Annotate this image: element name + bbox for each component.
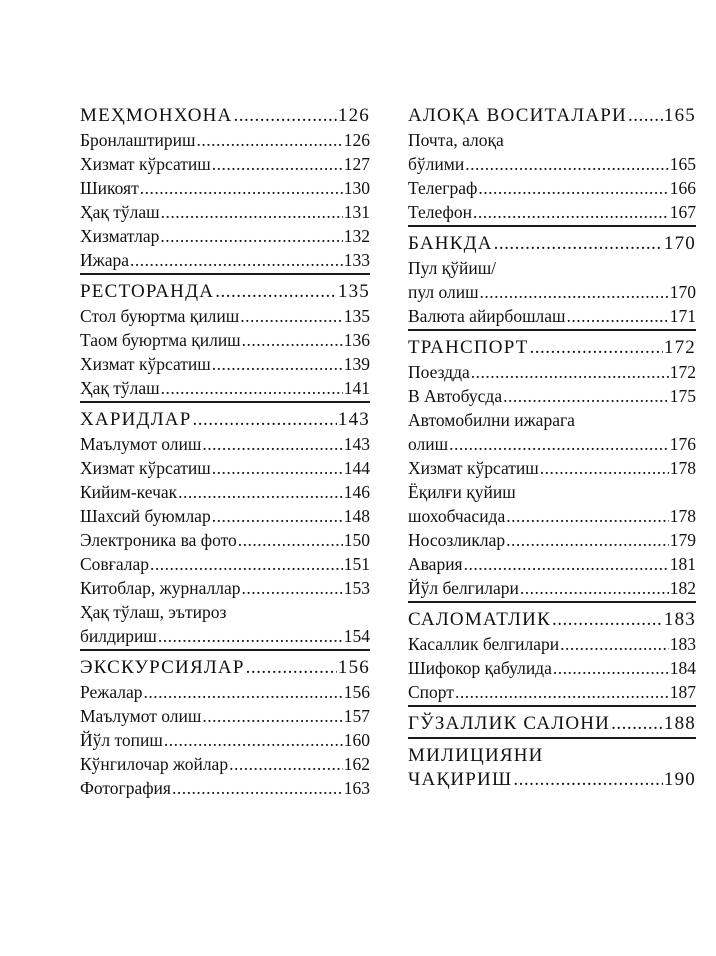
toc-page-number: 172 xyxy=(663,337,696,358)
toc-entry-row xyxy=(408,336,696,360)
toc-entry-title-line: Ёқилғи қуйиш xyxy=(408,482,516,502)
dot-leader xyxy=(480,280,669,304)
toc-entry[interactable] xyxy=(80,248,370,272)
toc-entry-title-line: Почта, алоқа xyxy=(408,130,504,150)
toc-entry-title: АЛОҚА ВОСИТАЛАРИ xyxy=(408,105,627,126)
toc-page-number: 183 xyxy=(669,634,696,654)
toc-entry-row xyxy=(80,280,370,304)
toc-entry-row xyxy=(80,656,370,680)
toc-entry-title: Ҳақ тўлаш xyxy=(80,378,160,398)
toc-page-number: 162 xyxy=(343,754,370,774)
dot-leader xyxy=(212,456,343,480)
toc-page-number: 154 xyxy=(343,626,370,646)
toc-page-number: 157 xyxy=(343,706,370,726)
toc-section-heading[interactable] xyxy=(80,104,370,128)
toc-page-number: 135 xyxy=(343,306,370,326)
toc-page-number: 126 xyxy=(343,130,370,150)
section-divider xyxy=(408,737,696,739)
toc-entry-title: МЕҲМОНХОНА xyxy=(80,105,233,126)
toc-entry-title: ТРАНСПОРТ xyxy=(408,337,529,358)
toc-page-number: 153 xyxy=(343,578,370,598)
dot-leader xyxy=(240,304,342,328)
section-divider xyxy=(80,649,370,651)
toc-entry[interactable] xyxy=(408,256,696,304)
toc-entry[interactable] xyxy=(408,200,696,224)
toc-entry[interactable] xyxy=(408,128,696,176)
section-divider xyxy=(408,329,696,331)
toc-right-column xyxy=(408,103,696,792)
toc-page-number: 165 xyxy=(663,105,696,126)
dot-leader xyxy=(215,280,337,304)
toc-entry-title: Хизмат кўрсатиш xyxy=(80,458,211,478)
toc-entry-row xyxy=(80,200,370,224)
toc-entry[interactable] xyxy=(80,504,370,528)
toc-entry[interactable] xyxy=(80,376,370,400)
toc-entry-row xyxy=(408,280,696,304)
toc-entry-row xyxy=(408,528,696,552)
toc-entry-title: Бронлаштириш xyxy=(80,130,196,150)
toc-entry-row xyxy=(408,176,696,200)
dot-leader xyxy=(233,104,336,128)
toc-page-number: 163 xyxy=(343,778,370,798)
toc-entry-row xyxy=(80,104,370,128)
toc-page-number: 143 xyxy=(343,434,370,454)
toc-page-number: 172 xyxy=(669,362,696,382)
toc-section xyxy=(80,648,370,800)
toc-entry-row xyxy=(80,704,370,728)
toc-entry[interactable] xyxy=(408,480,696,528)
toc-page-number: 126 xyxy=(337,105,370,126)
toc-entry[interactable] xyxy=(80,704,370,728)
dot-leader xyxy=(161,200,343,224)
section-divider xyxy=(408,705,696,707)
dot-leader xyxy=(192,408,336,432)
toc-entry-title: Телефон xyxy=(408,202,472,222)
toc-page-number: 139 xyxy=(343,354,370,374)
toc-entry[interactable] xyxy=(408,552,696,576)
toc-section xyxy=(408,736,696,792)
toc-entry-row xyxy=(80,680,370,704)
toc-entry[interactable] xyxy=(408,408,696,456)
toc-page-number: 146 xyxy=(343,482,370,502)
toc-entry-title: билдириш xyxy=(80,626,157,646)
dot-leader xyxy=(242,576,343,600)
toc-page-number: 135 xyxy=(337,281,370,302)
toc-entry-row xyxy=(80,728,370,752)
toc-entry[interactable] xyxy=(80,776,370,800)
dot-leader xyxy=(150,552,343,576)
toc-page-number: 131 xyxy=(343,202,370,222)
toc-entry-title-line: Ҳақ тўлаш, эътироз xyxy=(80,602,227,622)
toc-page-number: 175 xyxy=(669,386,696,406)
dot-leader xyxy=(478,176,668,200)
toc-entry-title: Совғалар xyxy=(80,554,150,574)
toc-page-number: 182 xyxy=(669,578,696,598)
toc-section xyxy=(80,272,370,400)
toc-page-number: 178 xyxy=(669,506,696,526)
toc-entry-row xyxy=(80,752,370,776)
toc-entry-row xyxy=(408,432,696,456)
toc-page-number: 176 xyxy=(669,434,696,454)
toc-entry-row xyxy=(80,408,370,432)
toc-entry-title: Шахсий буюмлар xyxy=(80,506,211,526)
dot-leader xyxy=(178,480,343,504)
toc-entry-row xyxy=(80,528,370,552)
toc-entry-row xyxy=(80,576,370,600)
toc-page-number: 151 xyxy=(343,554,370,574)
toc-entry-row xyxy=(408,608,696,632)
toc-entry-title: Хизмат кўрсатиш xyxy=(408,458,539,478)
toc-entry-title-line: Автомобилни ижарага xyxy=(408,410,575,430)
dot-leader xyxy=(212,152,343,176)
toc-entry-title: Маълумот олиш xyxy=(80,706,202,726)
toc-entry-row xyxy=(408,552,696,576)
toc-entry-row xyxy=(408,632,696,656)
toc-page-number: 133 xyxy=(343,250,370,270)
toc-entry[interactable] xyxy=(80,456,370,480)
dot-leader xyxy=(540,456,669,480)
toc-entry[interactable] xyxy=(80,152,370,176)
toc-entry-row xyxy=(80,776,370,800)
toc-entry-row xyxy=(408,504,696,528)
toc-entry-title: Китоблар, журналлар xyxy=(80,578,241,598)
toc-section-heading[interactable] xyxy=(408,608,696,632)
toc-entry-title: Касаллик белгилари xyxy=(408,634,560,654)
toc-entry-row xyxy=(408,656,696,680)
toc-entry-title: Хизмат кўрсатиш xyxy=(80,354,211,374)
toc-entry-title: олиш xyxy=(408,434,449,454)
toc-entry-row xyxy=(80,328,370,352)
toc-entry-row xyxy=(408,712,696,736)
dot-leader xyxy=(473,200,669,224)
toc-entry-title: Ижара xyxy=(80,250,130,270)
dot-leader xyxy=(552,608,663,632)
dot-leader xyxy=(503,384,669,408)
section-divider xyxy=(408,601,696,603)
dot-leader xyxy=(160,224,342,248)
toc-entry-title: ХАРИДЛАР xyxy=(80,409,192,430)
toc-entry[interactable] xyxy=(80,728,370,752)
dot-leader xyxy=(144,680,343,704)
toc-entry-row xyxy=(408,200,696,224)
toc-page-number: 178 xyxy=(669,458,696,478)
dot-leader xyxy=(238,528,343,552)
toc-entry-row xyxy=(80,432,370,456)
toc-section xyxy=(408,103,696,224)
toc-section-heading[interactable] xyxy=(80,280,370,304)
toc-entry[interactable] xyxy=(408,384,696,408)
toc-page-number: 160 xyxy=(343,730,370,750)
dot-leader xyxy=(158,624,343,648)
dot-leader xyxy=(161,376,343,400)
dot-leader xyxy=(506,528,669,552)
toc-page-number: 171 xyxy=(669,306,696,326)
toc-entry[interactable] xyxy=(80,752,370,776)
dot-leader xyxy=(628,104,663,128)
toc-page-number: 167 xyxy=(669,202,696,222)
toc-entry-row xyxy=(80,248,370,272)
toc-page-number: 136 xyxy=(343,330,370,350)
toc-page-number: 179 xyxy=(669,530,696,550)
toc-entry-row xyxy=(80,504,370,528)
toc-entry-title-line: Пул қўйиш/ xyxy=(408,258,497,278)
toc-entry-row xyxy=(408,768,696,792)
dot-leader xyxy=(520,576,669,600)
toc-page-number: 170 xyxy=(663,233,696,254)
toc-entry-title: Хизмат кўрсатиш xyxy=(80,154,211,174)
toc-entry[interactable] xyxy=(80,128,370,152)
toc-entry-title: Электроника ва фото xyxy=(80,530,237,550)
toc-entry-title: РЕСТОРАНДА xyxy=(80,281,215,302)
toc-section xyxy=(408,600,696,704)
toc-section xyxy=(408,224,696,328)
toc-entry[interactable] xyxy=(80,328,370,352)
dot-leader xyxy=(164,728,343,752)
toc-entry[interactable] xyxy=(408,456,696,480)
dot-leader xyxy=(455,680,669,704)
toc-entry[interactable] xyxy=(408,176,696,200)
toc-entry-title: Поездда xyxy=(408,362,470,382)
toc-entry-title: ГЎЗАЛЛИК САЛОНИ xyxy=(408,713,611,734)
toc-section xyxy=(408,328,696,600)
toc-entry-title: ЧАҚИРИШ xyxy=(408,769,513,790)
toc-entry-row xyxy=(80,128,370,152)
toc-entry[interactable] xyxy=(408,680,696,704)
toc-page-number: 156 xyxy=(343,682,370,702)
toc-entry-title: В Автобусда xyxy=(408,386,503,406)
dot-leader xyxy=(242,328,343,352)
toc-entry-title: Носозликлар xyxy=(408,530,506,550)
toc-entry[interactable] xyxy=(80,600,370,648)
dot-leader xyxy=(246,656,337,680)
toc-page-number: 165 xyxy=(669,154,696,174)
toc-entry-row xyxy=(408,384,696,408)
toc-page-number: 150 xyxy=(343,530,370,550)
toc-entry-title: Таом буюртма қилиш xyxy=(80,330,241,350)
toc-entry-title: Валюта айирбошлаш xyxy=(408,306,566,326)
dot-leader xyxy=(567,304,669,328)
dot-leader xyxy=(494,232,663,256)
dot-leader xyxy=(212,352,343,376)
dot-leader xyxy=(130,248,343,272)
dot-leader xyxy=(229,752,343,776)
toc-page-number: 190 xyxy=(663,769,696,790)
toc-entry-row xyxy=(80,352,370,376)
toc-entry-row xyxy=(408,576,696,600)
toc-entry[interactable] xyxy=(80,200,370,224)
toc-entry[interactable] xyxy=(408,304,696,328)
toc-entry-row xyxy=(80,224,370,248)
toc-entry[interactable] xyxy=(80,576,370,600)
toc-entry-title: Фотография xyxy=(80,778,171,798)
dot-leader xyxy=(553,656,669,680)
toc-page-number: 156 xyxy=(337,657,370,678)
toc-entry[interactable] xyxy=(80,352,370,376)
toc-entry-row xyxy=(408,680,696,704)
toc-entry-row xyxy=(80,152,370,176)
toc-section-heading[interactable] xyxy=(408,744,696,792)
toc-entry-title: Телеграф xyxy=(408,178,478,198)
toc-entry[interactable] xyxy=(80,552,370,576)
toc-section-heading[interactable] xyxy=(80,656,370,680)
toc-entry-title: Ҳақ тўлаш xyxy=(80,202,160,222)
toc-entry-title: Спорт xyxy=(408,682,454,702)
toc-entry[interactable] xyxy=(80,528,370,552)
toc-page-number: 148 xyxy=(343,506,370,526)
section-divider xyxy=(80,401,370,403)
toc-page-number: 184 xyxy=(669,658,696,678)
toc-entry-title: Йўл топиш xyxy=(80,730,163,750)
toc-entry-title: Маълумот олиш xyxy=(80,434,202,454)
toc-entry-title: Йўл белгилари xyxy=(408,578,519,598)
toc-entry-row xyxy=(80,376,370,400)
toc-entry-row xyxy=(408,152,696,176)
toc-section-heading[interactable] xyxy=(408,104,696,128)
toc-entry-title-line: МИЛИЦИЯНИ xyxy=(408,745,544,766)
toc-entry-row xyxy=(80,480,370,504)
dot-leader xyxy=(611,712,663,736)
toc-entry[interactable] xyxy=(80,304,370,328)
toc-entry-title: САЛОМАТЛИК xyxy=(408,609,551,630)
toc-section xyxy=(408,704,696,736)
toc-section-heading[interactable] xyxy=(408,232,696,256)
toc-entry-row xyxy=(408,456,696,480)
toc-page-number: 132 xyxy=(343,226,370,246)
toc-entry-row xyxy=(80,624,370,648)
dot-leader xyxy=(513,768,663,792)
dot-leader xyxy=(530,336,663,360)
toc-section-heading[interactable] xyxy=(408,336,696,360)
toc-entry-row xyxy=(80,304,370,328)
dot-leader xyxy=(140,176,343,200)
dot-leader xyxy=(560,632,669,656)
toc-entry-title: Кўнгилочар жойлар xyxy=(80,754,229,774)
section-divider xyxy=(80,273,370,275)
toc-entry-row xyxy=(408,360,696,384)
toc-page-number: 143 xyxy=(337,409,370,430)
toc-page-number: 170 xyxy=(669,282,696,302)
dot-leader xyxy=(202,432,342,456)
toc-page-number: 188 xyxy=(663,713,696,734)
toc-entry-title: Стол буюртма қилиш xyxy=(80,306,240,326)
toc-page-number: 141 xyxy=(343,378,370,398)
toc-entry-row xyxy=(408,304,696,328)
toc-entry[interactable] xyxy=(408,360,696,384)
dot-leader xyxy=(172,776,343,800)
toc-entry-title: БАНКДА xyxy=(408,233,493,254)
toc-entry-row xyxy=(408,232,696,256)
toc-entry[interactable] xyxy=(80,680,370,704)
toc-entry-row xyxy=(80,456,370,480)
toc-entry-title: пул олиш xyxy=(408,282,479,302)
toc-section xyxy=(80,400,370,648)
toc-entry-row xyxy=(80,176,370,200)
toc-entry-title: шохобчасида xyxy=(408,506,506,526)
toc-entry[interactable] xyxy=(408,528,696,552)
toc-page-number: 181 xyxy=(669,554,696,574)
toc-entry-title: Кийим-кечак xyxy=(80,482,178,502)
toc-page-number: 130 xyxy=(343,178,370,198)
toc-section-heading[interactable] xyxy=(80,408,370,432)
dot-leader xyxy=(197,128,343,152)
toc-entry-title: Авария xyxy=(408,554,463,574)
toc-entry[interactable] xyxy=(408,656,696,680)
toc-section-heading[interactable] xyxy=(408,712,696,736)
toc-entry[interactable] xyxy=(80,432,370,456)
toc-page-number: 187 xyxy=(669,682,696,702)
toc-entry-title: ЭКСКУРСИЯЛАР xyxy=(80,657,245,678)
toc-entry[interactable] xyxy=(408,632,696,656)
toc-page-number: 183 xyxy=(663,609,696,630)
toc-entry-title: Шифокор қабулида xyxy=(408,658,552,678)
toc-entry[interactable] xyxy=(80,224,370,248)
dot-leader xyxy=(506,504,669,528)
toc-entry[interactable] xyxy=(80,176,370,200)
section-divider xyxy=(408,225,696,227)
dot-leader xyxy=(449,432,669,456)
toc-entry-title: Режалар xyxy=(80,682,143,702)
toc-entry[interactable] xyxy=(80,480,370,504)
dot-leader xyxy=(464,552,669,576)
toc-entry-title: бўлими xyxy=(408,154,465,174)
toc-entry[interactable] xyxy=(408,576,696,600)
dot-leader xyxy=(471,360,669,384)
dot-leader xyxy=(212,504,343,528)
toc-page-number: 144 xyxy=(343,458,370,478)
toc-left-column xyxy=(80,103,370,800)
toc-entry-row xyxy=(80,552,370,576)
toc-entry-title: Шикоят xyxy=(80,178,139,198)
dot-leader xyxy=(202,704,342,728)
toc-entry-row xyxy=(408,104,696,128)
toc-section xyxy=(80,103,370,272)
toc-page-number: 127 xyxy=(343,154,370,174)
dot-leader xyxy=(465,152,669,176)
toc-entry-title: Хизматлар xyxy=(80,226,160,246)
toc-page-number: 166 xyxy=(669,178,696,198)
